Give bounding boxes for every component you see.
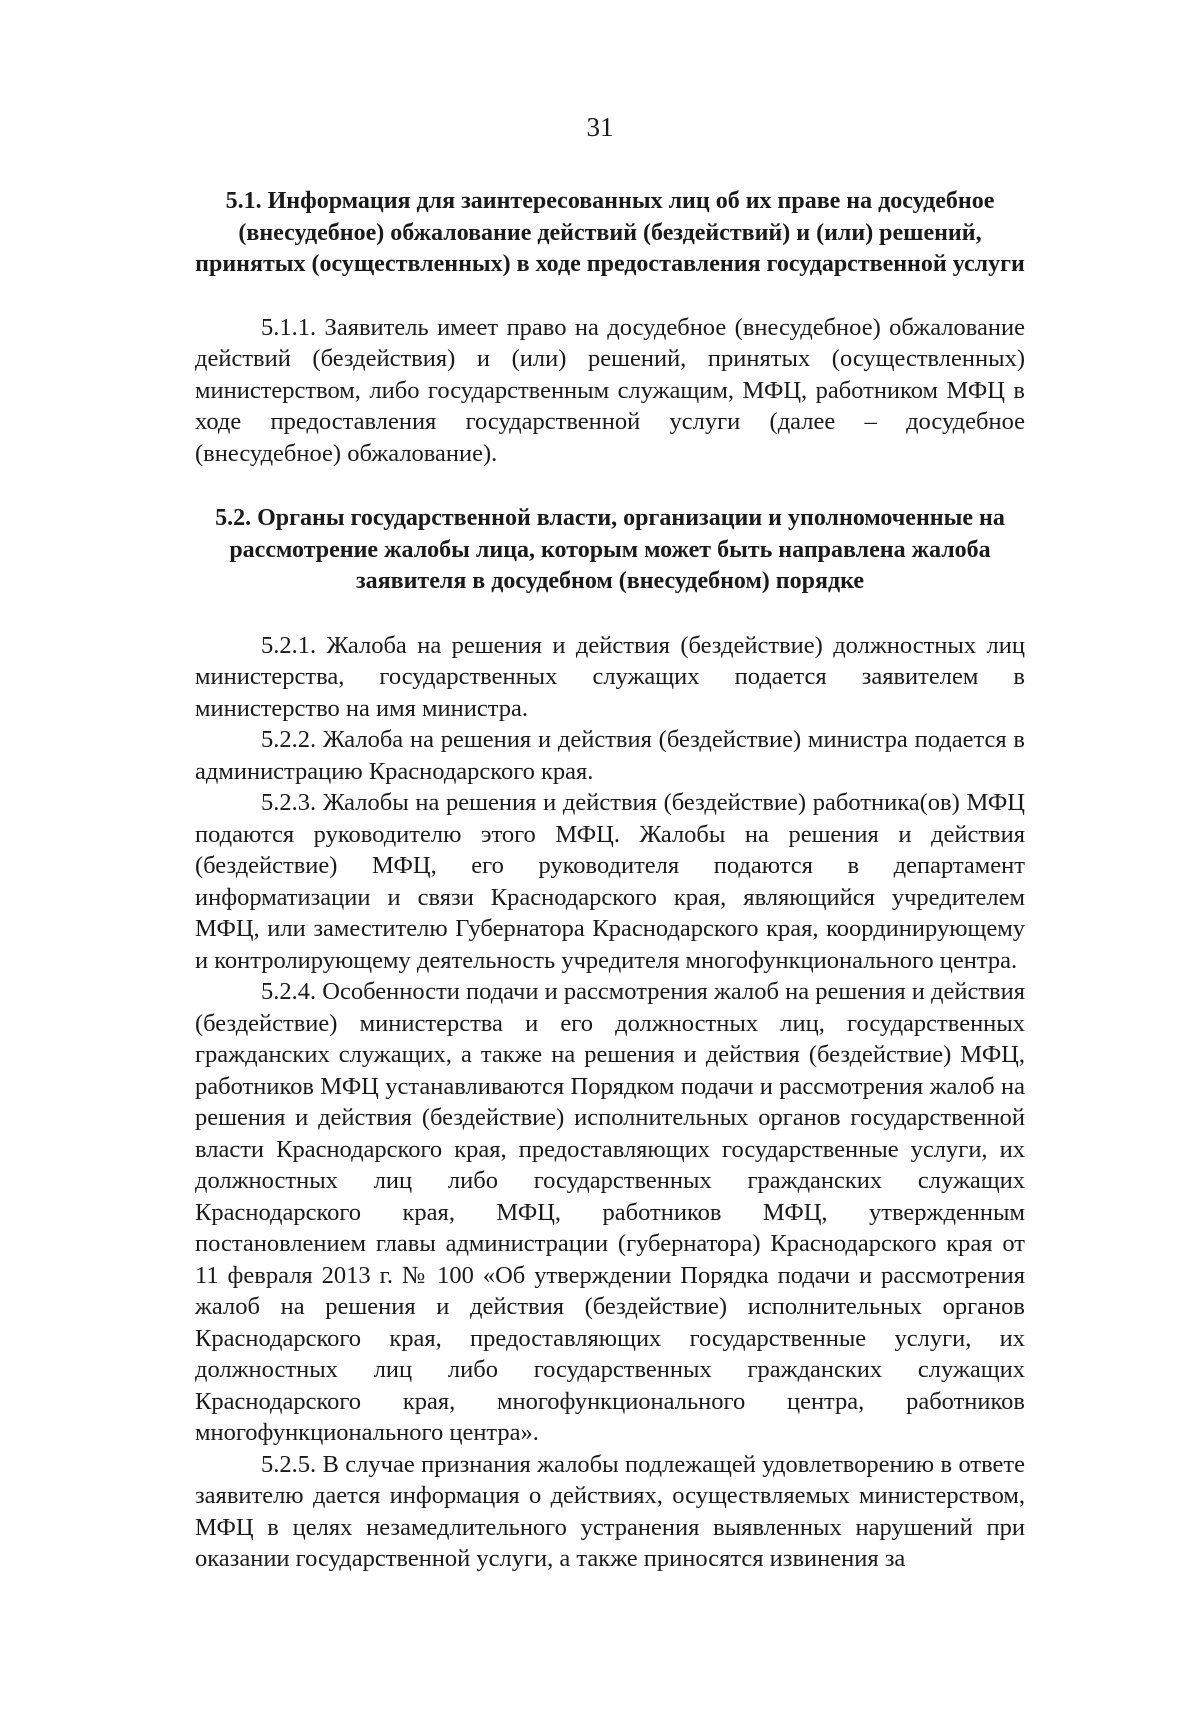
paragraph-5-2-5: 5.2.5. В случае признания жалобы подлежащей удовлетворению в ответе заявителю дается информация о действиях, осуществляемых министерством, МФЦ в целях незамедлительного устранения выявленных нарушений при оказании государственной услуги, а также приносятся извинения за bbox=[195, 1450, 1025, 1572]
paragraph-5-1-1: 5.1.1. Заявитель имеет право на досудебное (внесудебное) обжалование действий (бездействия) и (или) решений, принятых (осуществленных) министерством, либо государственным служащим, МФЦ, работником МФЦ в ходе предоставления государственной услуги (далее – досудебное (внесудебное) обжалование). bbox=[195, 313, 1025, 467]
document-body bbox=[195, 186, 1025, 1575]
paragraph-5-2-3: 5.2.3. Жалобы на решения и действия (бездействие) работника(ов) МФЦ подаются руководителю этого МФЦ. Жалобы на решения и действия (бездействие) МФЦ, его руководителя подаются в департамент информатизации и связи Краснодарского края, являющийся учредителем МФЦ, или заместителю Губернатора Краснодарского края, координирующему и контролирующему деятельность учредителя многофункционального центра. bbox=[195, 789, 1025, 974]
paragraph-5-2-4: 5.2.4. Особенности подачи и рассмотрения жалоб на решения и действия (бездействие) министерства и его должностных лиц, государственных гражданских служащих, а также на решения и действия (бездействие) МФЦ, работников МФЦ устанавливаются Порядком подачи и рассмотрения жалоб на решения и действия (бездействие) исполнительных органов государственной власти Краснодарского края, предоставляющих государственные услуги, их должностных лиц либо государственных гражданских служащих Краснодарского края, МФЦ, работников МФЦ, утвержденным постановлением главы администрации (губернатора) Краснодарского края от 11 февраля 2013 г. № 100 «Об утверждении Порядка подачи и рассмотрения жалоб на решения и действия (бездействие) исполнительных органов Краснодарского края, предоставляющих государственные услуги, их должностных лиц либо государственных гражданских служащих Краснодарского края, многофункционального центра, работников многофункционального центра». bbox=[195, 978, 1025, 1446]
section-5-2-heading: 5.2. Органы государственной власти, организации и уполномоченные на рассмотрение жалобы лица, которым может быть направлена жалоба заявителя в досудебном (внесудебном) порядке bbox=[215, 505, 1005, 594]
paragraph-5-2-2: 5.2.2. Жалоба на решения и действия (бездействие) министра подается в администрацию Краснодарского края. bbox=[195, 726, 1025, 785]
page-number: 31 bbox=[586, 112, 614, 142]
paragraph-5-2-1: 5.2.1. Жалоба на решения и действия (бездействие) должностных лиц министерства, государственных служащих подается заявителем в министерство на имя министра. bbox=[195, 631, 1025, 722]
section-5-1-heading: 5.1. Информация для заинтересованных лиц об их праве на досудебное (внесудебное) обжалование действий (бездействий) и (или) решений, принятых (осуществленных) в ходе предоставления государственной услуги bbox=[195, 188, 1025, 277]
